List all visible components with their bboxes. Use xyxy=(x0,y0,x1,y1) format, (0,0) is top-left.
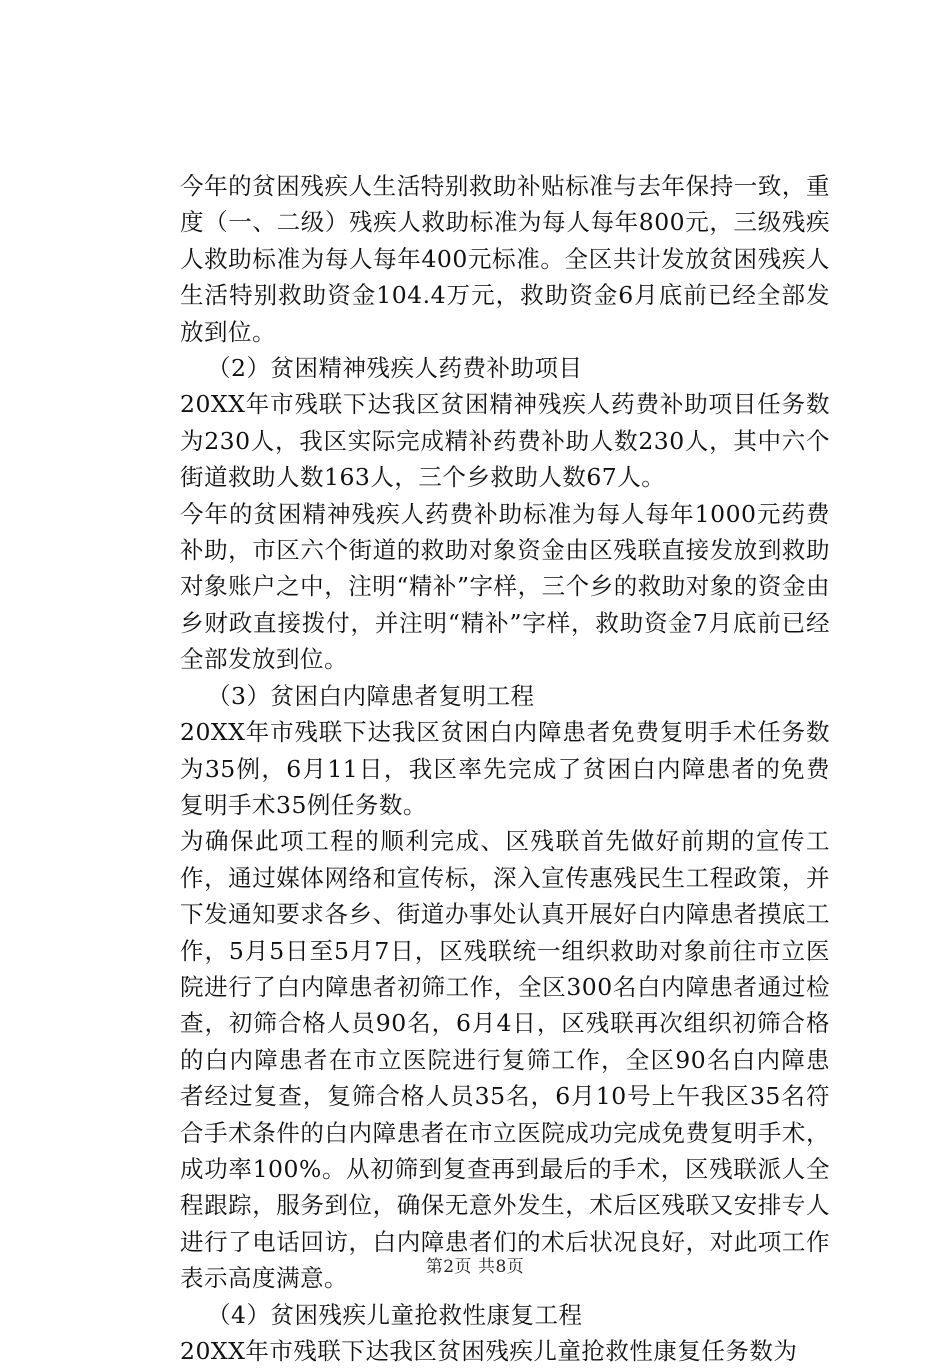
heading-mental-drug-subsidy: （2）贫困精神残疾人药费补助项目 xyxy=(207,354,583,383)
document-body xyxy=(180,168,830,1369)
paragraph-special-subsidy: 今年的贫困残疾人生活特别救助补贴标准与去年保持一致，重度（一、二级）残疾人救助标准为每人每年800元，三级残疾人救助标准为每人每年400元标准。全区共计发放贫困残疾人生活特别救助资金104.4万元，救助资金6月底前已经全部发放到位。 xyxy=(180,172,830,346)
heading-cataract-project: （3）贫困白内障患者复明工程 xyxy=(207,681,535,710)
paragraph-child-rehab-task: 20XX年市残联下达我区贫困残疾儿童抢救性康复任务数为 xyxy=(180,1337,798,1365)
page-footer: 第2页 共8页 xyxy=(425,1257,525,1277)
heading-child-rehab: （4）贫困残疾儿童抢救性康复工程 xyxy=(207,1300,583,1329)
paragraph-cataract-task: 20XX年市残联下达我区贫困白内障患者免费复明手术任务数为35例，6月11日，我区率先完成了贫困白内障患者的免费复明手术35例任务数。 xyxy=(180,718,830,819)
paragraph-mental-standard: 今年的贫困精神残疾人药费补助标准为每人每年1000元药费补助，市区六个街道的救助对象资金由区残联直接发放到救助对象账户之中，注明“精补”字样，三个乡的救助对象的资金由乡财政直接拨付，并注明“精补”字样，救助资金7月底前已经全部发放到位。 xyxy=(180,499,830,674)
paragraph-mental-task: 20XX年市残联下达我区贫困精神残疾人药费补助项目任务数为230人，我区实际完成精补药费补助人数230人，其中六个街道救助人数163人，三个乡救助人数67人。 xyxy=(180,390,830,492)
paragraph-cataract-process: 为确保此项工程的顺利完成、区残联首先做好前期的宣传工作，通过媒体网络和宣传标，深入宣传惠残民生工程政策，并下发通知要求各乡、街道办事处认真开展好白内障患者摸底工作，5月5日至5月7日，区残联统一组织救助对象前往市立医院进行了白内障患者初筛工作，全区300名白内障患者通过检查，初筛合格人员90名，6月4日，区残联再次组织初筛合格的白内障患者在市立医院进行复筛工作，全区90名白内障患者经过复查，复筛合格人员35名，6月10号上午我区35名符合手术条件的白内障患者在市立医院成功完成免费复明手术，成功率100%。从初筛到复查再到最后的手术，区残联派人全程跟踪，服务到位，确保无意外发生，术后区残联又安排专人进行了电话回访，白内障患者们的术后状况良好，对此项工作表示高度满意。 xyxy=(180,827,830,1293)
